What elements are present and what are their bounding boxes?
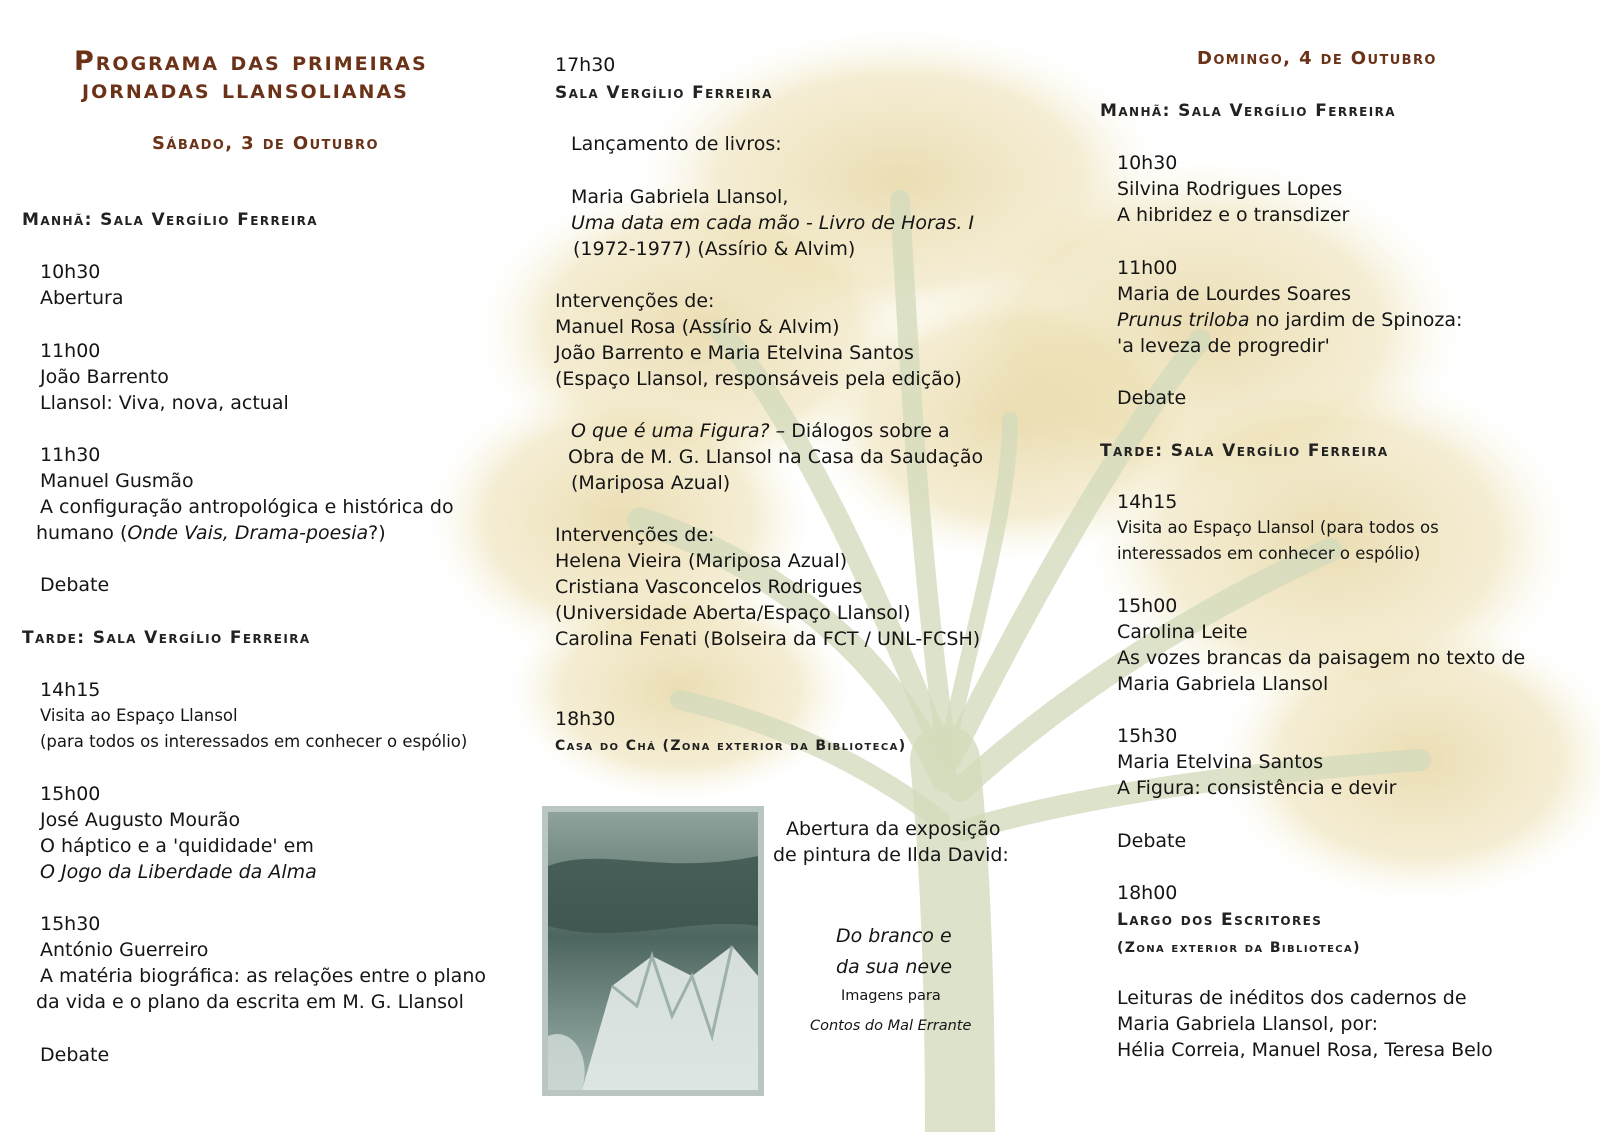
- expo-title-line-1: Do branco e: [836, 925, 952, 947]
- figura-line-1: O que é uma Figura? – Diálogos sobre a: [571, 420, 950, 442]
- sat-debate-1: Debate: [40, 574, 110, 596]
- interventions-2-item-1: Helena Vieira (Mariposa Azual): [555, 550, 848, 572]
- interventions-1-item-1: Manuel Rosa (Assírio & Alvim): [555, 316, 840, 338]
- saturday-date: Sábado, 3 de Outubro: [152, 133, 379, 154]
- interventions-2-item-3: (Universidade Aberta/Espaço Llansol): [555, 602, 911, 624]
- sun-afternoon-1-text-2: interessados em conhecer o espólio): [1117, 544, 1421, 563]
- sun-session-2-title-2: 'a leveza de progredir': [1117, 335, 1330, 357]
- saturday-afternoon-heading: Tarde: Sala Vergílio Ferreira: [22, 628, 311, 648]
- sat-afternoon-2-time: 15h00: [40, 783, 101, 805]
- sun-session-2-time: 11h00: [1117, 257, 1178, 279]
- sat-session-2-time: 11h00: [40, 340, 101, 362]
- sat-afternoon-2-title-2: O Jogo da Liberdade da Alma: [40, 861, 317, 883]
- sun-afternoon-2-title-2: Maria Gabriela Llansol: [1117, 673, 1329, 695]
- sun-afternoon-1-time: 14h15: [1117, 491, 1178, 513]
- sat-afternoon-2-speaker: José Augusto Mourão: [40, 809, 241, 831]
- saturday-morning-heading: Manhã: Sala Vergílio Ferreira: [22, 210, 318, 230]
- sun-event-room-sub: (Zona exterior da Biblioteca): [1117, 940, 1361, 956]
- sun-event-room: Largo dos Escritores: [1117, 910, 1323, 930]
- book-title: Uma data em cada mão - Livro de Horas. I: [571, 212, 975, 234]
- sat-afternoon-1-time: 14h15: [40, 679, 101, 701]
- mid-event-1-time: 17h30: [555, 54, 616, 76]
- sun-afternoon-1-text-1: Visita ao Espaço Llansol (para todos os: [1117, 518, 1439, 537]
- sunday-afternoon-heading: Tarde: Sala Vergílio Ferreira: [1100, 441, 1389, 461]
- sun-event-time: 18h00: [1117, 882, 1178, 904]
- sun-afternoon-3-speaker: Maria Etelvina Santos: [1117, 751, 1324, 773]
- sun-session-1-time: 10h30: [1117, 152, 1178, 174]
- sat-session-3-time: 11h30: [40, 444, 101, 466]
- sun-reading-line-1: Leituras de inéditos dos cadernos de: [1117, 987, 1467, 1009]
- sat-afternoon-3-title-2: da vida e o plano da escrita em M. G. Llansol: [36, 991, 464, 1013]
- figura-line-3: (Mariposa Azual): [571, 472, 731, 494]
- sun-reading-line-3: Hélia Correia, Manuel Rosa, Teresa Belo: [1117, 1039, 1493, 1061]
- sat-session-2-speaker: João Barrento: [40, 366, 169, 388]
- mid-event-2-room: Casa do Chá (Zona exterior da Biblioteca): [555, 738, 907, 754]
- sun-debate-1: Debate: [1117, 387, 1187, 409]
- sat-session-3-speaker: Manuel Gusmão: [40, 470, 194, 492]
- sun-session-2-title-1: Prunus triloba no jardim de Spinoza:: [1117, 309, 1463, 331]
- interventions-2-label: Intervenções de:: [555, 524, 715, 546]
- interventions-1-item-2: João Barrento e Maria Etelvina Santos: [555, 342, 914, 364]
- interventions-2-item-2: Cristiana Vasconcelos Rodrigues: [555, 576, 863, 598]
- figura-line-2: Obra de M. G. Llansol na Casa da Saudação: [568, 446, 984, 468]
- sat-afternoon-1-text-2: (para todos os interessados em conhecer o espólio): [40, 732, 468, 751]
- interventions-2-item-4: Carolina Fenati (Bolseira da FCT / UNL-FCSH): [555, 628, 981, 650]
- sun-session-1-speaker: Silvina Rodrigues Lopes: [1117, 178, 1343, 200]
- mid-event-2-time: 18h30: [555, 708, 616, 730]
- sat-afternoon-3-time: 15h30: [40, 913, 101, 935]
- interventions-1-label: Intervenções de:: [555, 290, 715, 312]
- sun-debate-2: Debate: [1117, 830, 1187, 852]
- sat-afternoon-3-title-1: A matéria biográfica: as relações entre o plano: [40, 965, 486, 987]
- sat-session-2-title: Llansol: Viva, nova, actual: [40, 392, 289, 414]
- sun-afternoon-3-title: A Figura: consistência e devir: [1117, 777, 1397, 799]
- expo-title-line-2: da sua neve: [836, 956, 953, 978]
- expo-subtitle-line-2: Contos do Mal Errante: [810, 1018, 972, 1034]
- sat-session-1-text: Abertura: [40, 287, 124, 309]
- book-author: Maria Gabriela Llansol,: [571, 186, 789, 208]
- sat-debate-2: Debate: [40, 1044, 110, 1066]
- sun-afternoon-3-time: 15h30: [1117, 725, 1178, 747]
- sat-afternoon-3-speaker: António Guerreiro: [40, 939, 209, 961]
- sun-session-1-title: A hibridez e o transdizer: [1117, 204, 1350, 226]
- sun-reading-line-2: Maria Gabriela Llansol, por:: [1117, 1013, 1378, 1035]
- interventions-1-item-3: (Espaço Llansol, responsáveis pela edição): [555, 368, 962, 390]
- sat-afternoon-2-title-1: O háptico e a 'quididade' em: [40, 835, 314, 857]
- sun-afternoon-2-title-1: As vozes brancas da paisagem no texto de: [1117, 647, 1526, 669]
- sat-session-1-time: 10h30: [40, 261, 101, 283]
- sunday-morning-heading: Manhã: Sala Vergílio Ferreira: [1100, 101, 1396, 121]
- mid-event-1-room: Sala Vergílio Ferreira: [555, 83, 773, 103]
- sun-session-2-speaker: Maria de Lourdes Soares: [1117, 283, 1351, 305]
- ilda-david-painting-image: [542, 806, 764, 1096]
- program-title-line-2: jornadas llansolianas: [82, 74, 409, 105]
- expo-line-2: de pintura de Ilda David:: [773, 844, 1009, 866]
- sat-session-3-title-line-2: humano (Onde Vais, Drama-poesia?): [36, 522, 386, 544]
- sun-afternoon-2-time: 15h00: [1117, 595, 1178, 617]
- expo-line-1: Abertura da exposição: [786, 818, 1001, 840]
- program-title-line-1: Programa das primeiras: [74, 46, 428, 77]
- book-publisher: (1972-1977) (Assírio & Alvim): [573, 238, 856, 260]
- sat-afternoon-1-text-1: Visita ao Espaço Llansol: [40, 706, 238, 725]
- sat-session-3-title-line-1: A configuração antropológica e histórica do: [40, 496, 454, 518]
- launch-label: Lançamento de livros:: [571, 133, 782, 155]
- sunday-date: Domingo, 4 de Outubro: [1197, 48, 1437, 69]
- expo-subtitle-line-1: Imagens para: [841, 988, 941, 1004]
- sun-afternoon-2-speaker: Carolina Leite: [1117, 621, 1248, 643]
